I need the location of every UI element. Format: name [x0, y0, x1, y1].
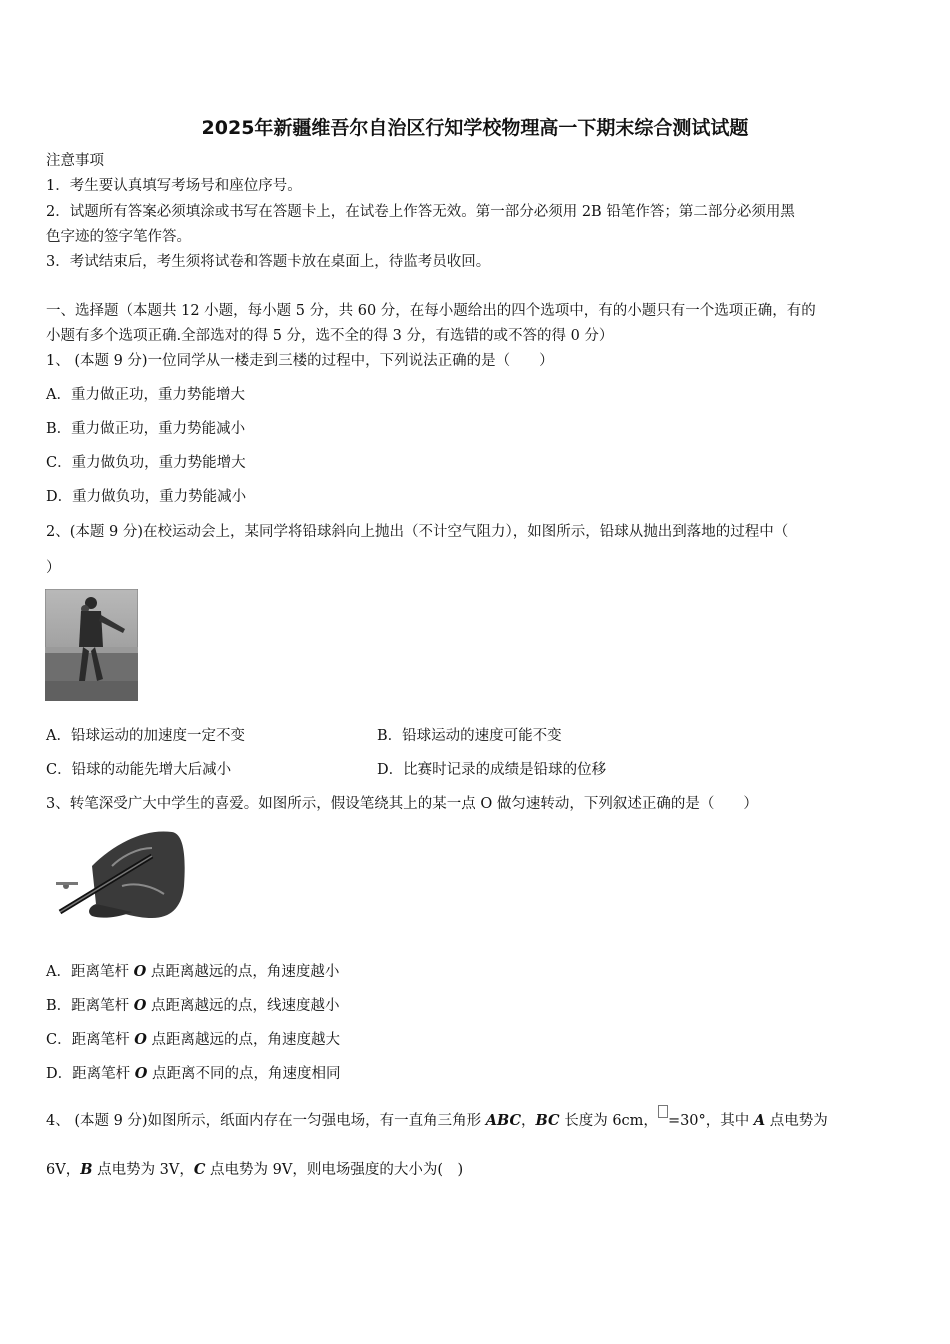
question-2-option-d: D．比赛时记录的成绩是铅球的位移: [377, 762, 607, 778]
question-2-stem-line2: ）: [46, 560, 61, 576]
section-instructions-line1: 一、选择题（本题共 12 小题，每小题 5 分，共 60 分，在每小题给出的四个选项中，有的小题只有一个选项正确，有的: [46, 303, 816, 319]
question-1-option-b: B．重力做正功，重力势能减小: [46, 421, 246, 437]
question-3-option-a: A．距离笔杆 O 点距离越远的点，角速度越小: [46, 963, 340, 980]
question-1-option-d: D．重力做负功，重力势能减小: [46, 489, 247, 505]
question-3-option-d: D．距离笔杆 O 点距离不同的点，角速度相同: [46, 1065, 341, 1082]
shot-put-figure: [45, 589, 138, 701]
question-2-option-a: A．铅球运动的加速度一定不变: [46, 728, 245, 744]
page-title: 2025年新疆维吾尔自治区行知学校物理高一下期末综合测试试题: [201, 117, 749, 139]
question-1-option-c: C．重力做负功，重力势能增大: [46, 455, 246, 471]
notice-heading: 注意事项: [46, 153, 104, 169]
question-2-option-c: C．铅球的动能先增大后减小: [46, 762, 232, 778]
question-1-option-a: A．重力做正功，重力势能增大: [46, 387, 245, 403]
question-1-stem: 1、 (本题 9 分)一位同学从一楼走到三楼的过程中，下列说法正确的是（ ）: [46, 353, 554, 369]
section-instructions-line2: 小题有多个选项正确.全部选对的得 5 分，选不全的得 3 分，有选错的或不答的得 0 分）: [46, 328, 614, 344]
question-3-option-b: B．距离笔杆 O 点距离越远的点，线速度越小: [46, 997, 340, 1014]
notice-item: 色字迹的签字笔作答。: [46, 229, 191, 245]
notice-item: 3．考试结束后，考生须将试卷和答题卡放在桌面上，待监考员收回。: [46, 254, 491, 270]
question-2-stem-line1: 2、(本题 9 分)在校运动会上，某同学将铅球斜向上抛出（不计空气阻力），如图所示，铅球从抛出到落地的过程中（: [46, 524, 789, 540]
pen-spinning-hand-figure: [52, 826, 188, 922]
missing-angle-symbol: [658, 1105, 668, 1118]
notice-item: 2．试题所有答案必须填涂或书写在答题卡上，在试卷上作答无效。第一部分必须用 2B 铅笔作答；第二部分必须用黑: [46, 204, 795, 220]
question-3-option-c: C．距离笔杆 O 点距离越远的点，角速度越大: [46, 1031, 340, 1048]
question-4-stem-line2: 6V，B 点电势为 3V，C 点电势为 9V，则电场强度的大小为( ): [46, 1161, 464, 1178]
question-4-stem-line1: 4、 (本题 9 分)如图所示，纸面内存在一匀强电场，有一直角三角形 ABC，BC 长度为 6cm， =30°，其中 A 点电势为: [46, 1111, 828, 1131]
question-2-option-b: B．铅球运动的速度可能不变: [377, 728, 562, 744]
question-3-stem: 3、转笔深受广大中学生的喜爱。如图所示，假设笔绕其上的某一点 O 做匀速转动，下列叙述正确的是（ ）: [46, 796, 758, 812]
notice-item: 1．考生要认真填写考场号和座位序号。: [46, 178, 302, 194]
